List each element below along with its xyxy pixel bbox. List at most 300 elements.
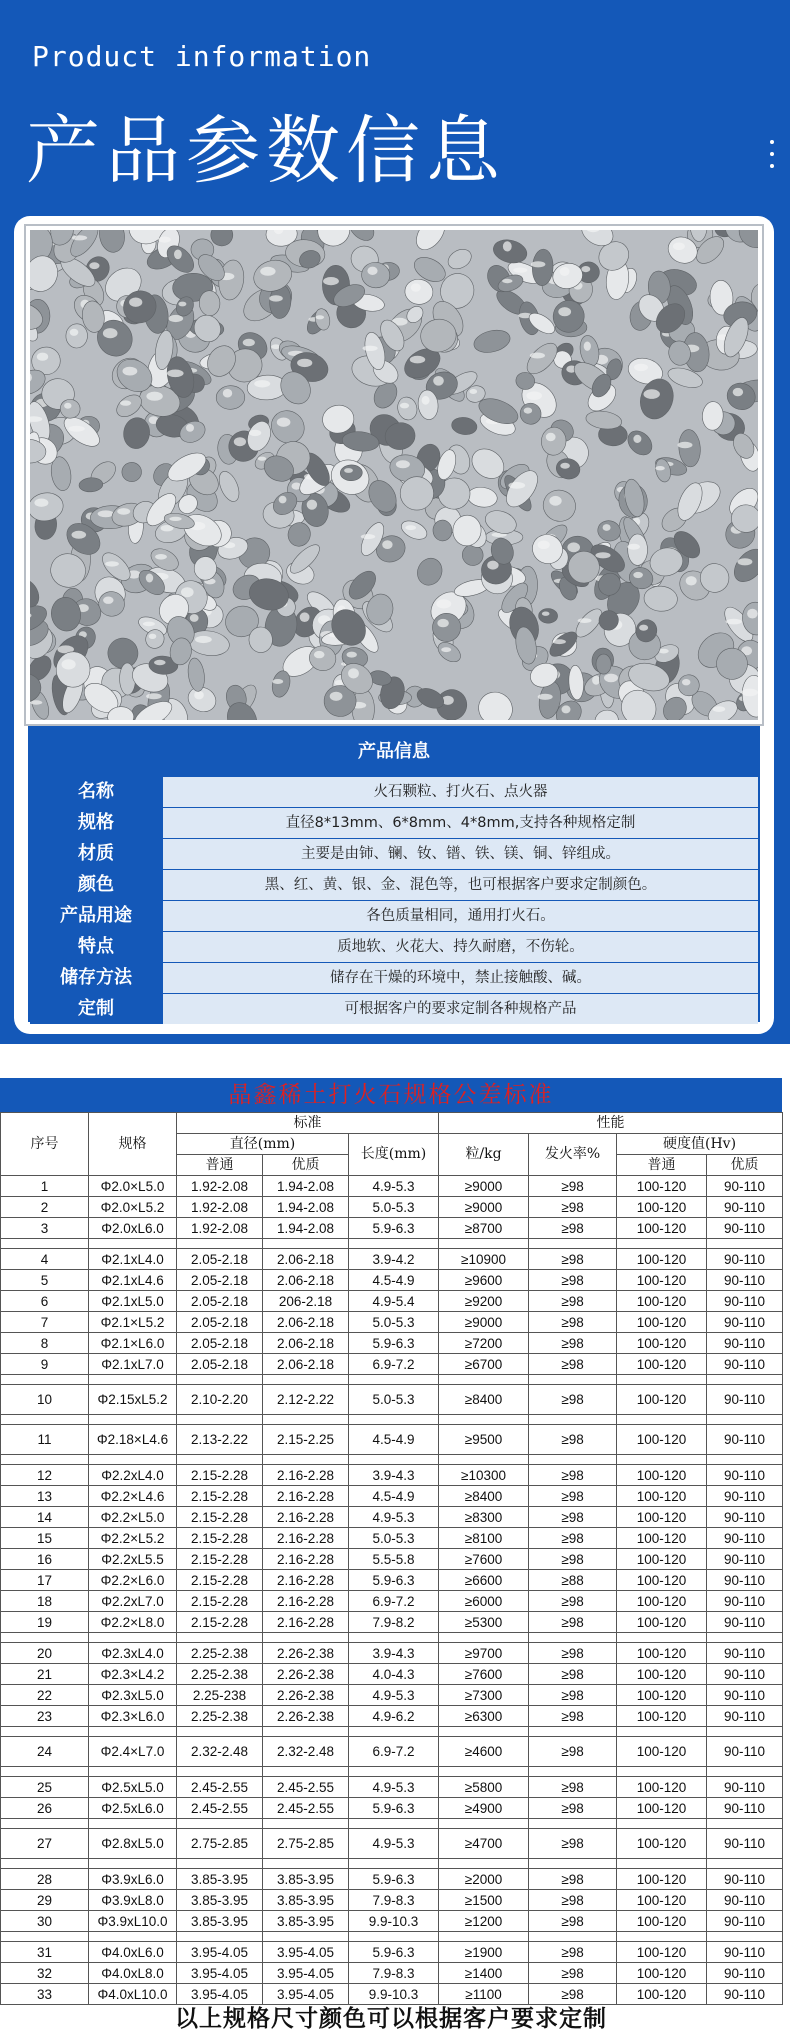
table-row <box>1 1737 783 1767</box>
table-cell: 15 <box>1 1528 89 1549</box>
vertical-dots-icon <box>768 140 776 176</box>
col-header-diameter-premium: 优质 <box>263 1155 349 1176</box>
table-cell: ≥10900 <box>439 1249 529 1270</box>
table-row <box>1 1911 783 1932</box>
table-cell: Φ2.2xL5.5 <box>89 1549 177 1570</box>
table-cell: 2.45-2.55 <box>177 1798 263 1819</box>
granule-highlight <box>678 442 693 448</box>
granule-highlight <box>103 328 118 338</box>
table-cell: 90-110 <box>707 1963 783 1984</box>
table-cell: 2.10-2.20 <box>177 1385 263 1415</box>
table-cell: ≥8400 <box>439 1385 529 1415</box>
table-cell: ≥7300 <box>439 1685 529 1706</box>
table-cell: ≥8100 <box>439 1528 529 1549</box>
granule-highlight <box>348 668 359 678</box>
table-cell: ≥2000 <box>439 1869 529 1890</box>
table-cell: 100-120 <box>617 1176 707 1197</box>
table-cell: 5.9-6.3 <box>349 1942 439 1963</box>
table-cell: 90-110 <box>707 1197 783 1218</box>
table-cell: 5.0-5.3 <box>349 1528 439 1549</box>
granule-highlight <box>154 660 166 665</box>
info-row-label: 材质 <box>30 839 162 869</box>
granule-highlight <box>578 618 592 623</box>
table-cell: 9 <box>1 1354 89 1375</box>
table-cell: Φ3.9xL10.0 <box>89 1911 177 1932</box>
granule-highlight <box>62 659 76 669</box>
table-cell: 4.9-5.3 <box>349 1507 439 1528</box>
table-cell: 9.9-10.3 <box>349 1911 439 1932</box>
table-cell: 100-120 <box>617 1591 707 1612</box>
table-cell: ≥98 <box>529 1685 617 1706</box>
col-header-diameter: 直径(mm) <box>177 1134 349 1155</box>
table-row <box>1 1507 783 1528</box>
granule-highlight <box>581 266 590 272</box>
table-cell: 2.05-2.18 <box>177 1354 263 1375</box>
granule-highlight <box>307 500 317 510</box>
table-cell: 90-110 <box>707 1385 783 1415</box>
table-cell: 100-120 <box>617 1664 707 1685</box>
table-cell: 2.15-2.28 <box>177 1486 263 1507</box>
granule-highlight <box>584 342 591 351</box>
table-cell: 28 <box>1 1869 89 1890</box>
table-cell: 6.9-7.2 <box>349 1591 439 1612</box>
table-row <box>1 1798 783 1819</box>
table-cell: ≥6600 <box>439 1570 529 1591</box>
granule-highlight <box>538 541 550 550</box>
table-cell: ≥8700 <box>439 1218 529 1239</box>
table-cell: 10 <box>1 1385 89 1415</box>
table-cell: 5.5-5.8 <box>349 1549 439 1570</box>
table-cell: 2.06-2.18 <box>263 1312 349 1333</box>
table-cell: 2.05-2.18 <box>177 1270 263 1291</box>
table-cell: Φ2.2×L4.6 <box>89 1486 177 1507</box>
info-row <box>30 807 758 838</box>
table-cell: 2.32-2.48 <box>263 1737 349 1767</box>
table-cell: 2.15-2.28 <box>177 1591 263 1612</box>
table-cell: ≥9500 <box>439 1425 529 1455</box>
table-cell: 3.95-4.05 <box>263 1963 349 1984</box>
granule-shape <box>400 477 433 510</box>
table-cell: Φ2.2×L5.2 <box>89 1528 177 1549</box>
table-cell: 2.45-2.55 <box>263 1777 349 1798</box>
table-cell: ≥10300 <box>439 1465 529 1486</box>
col-header-fire-rate: 发火率% <box>529 1134 617 1176</box>
table-cell: Φ2.2×L6.0 <box>89 1570 177 1591</box>
table-cell: 2.32-2.48 <box>177 1737 263 1767</box>
info-table-title: 产品信息 <box>30 728 758 776</box>
table-cell: 2.26-2.38 <box>263 1664 349 1685</box>
table-row <box>1 1176 783 1197</box>
granule-highlight <box>117 508 130 515</box>
spec-section <box>0 1074 790 2036</box>
granule-highlight <box>546 433 556 441</box>
table-row <box>1 1612 783 1633</box>
info-row-label: 名称 <box>30 777 162 807</box>
spec-table <box>0 1112 783 2005</box>
granule-highlight <box>558 307 571 316</box>
table-cell: ≥1400 <box>439 1963 529 1984</box>
table-cell: 2.25-2.38 <box>177 1643 263 1664</box>
table-cell: 2.75-2.85 <box>177 1829 263 1859</box>
granule-highlight <box>726 619 742 625</box>
table-cell: Φ2.15xL5.2 <box>89 1385 177 1415</box>
col-header-no: 序号 <box>1 1113 89 1176</box>
table-cell: ≥98 <box>529 1591 617 1612</box>
table-cell: 2.16-2.28 <box>263 1465 349 1486</box>
table-cell: Φ2.2×L5.0 <box>89 1507 177 1528</box>
table-cell: 3.85-3.95 <box>263 1911 349 1932</box>
table-cell: ≥98 <box>529 1218 617 1239</box>
table-cell: 3 <box>1 1218 89 1239</box>
table-cell: 90-110 <box>707 1570 783 1591</box>
granule-highlight <box>634 364 648 371</box>
table-cell: 5.9-6.3 <box>349 1218 439 1239</box>
table-cell: 2.15-2.28 <box>177 1528 263 1549</box>
table-cell: ≥98 <box>529 1942 617 1963</box>
granule-highlight <box>146 392 162 401</box>
table-row <box>1 1942 783 1963</box>
table-cell: 4.5-4.9 <box>349 1425 439 1455</box>
table-cell: 2.15-2.28 <box>177 1465 263 1486</box>
table-cell: 2.15-2.25 <box>263 1425 349 1455</box>
table-cell: 2.06-2.18 <box>263 1249 349 1270</box>
group-separator <box>1 1239 783 1249</box>
table-cell: 100-120 <box>617 1570 707 1591</box>
granule-highlight <box>279 496 287 504</box>
table-cell: 90-110 <box>707 1869 783 1890</box>
table-cell: 90-110 <box>707 1333 783 1354</box>
table-cell: ≥98 <box>529 1486 617 1507</box>
table-cell: 4.9-5.3 <box>349 1829 439 1859</box>
table-cell: 1 <box>1 1176 89 1197</box>
table-cell: 23 <box>1 1706 89 1727</box>
granule-highlight <box>89 262 99 269</box>
granule-highlight <box>269 295 283 301</box>
table-row <box>1 1425 783 1455</box>
table-cell: 4.9-5.3 <box>349 1685 439 1706</box>
granule-highlight <box>181 587 194 597</box>
table-row <box>1 1197 783 1218</box>
granule-highlight <box>186 424 194 432</box>
table-row <box>1 1249 783 1270</box>
granule-highlight <box>190 614 199 622</box>
info-row <box>30 869 758 900</box>
table-cell: 100-120 <box>617 1984 707 2005</box>
table-cell: ≥98 <box>529 1291 617 1312</box>
table-row <box>1 1706 783 1727</box>
granule-highlight <box>72 531 87 539</box>
table-cell: 2.16-2.28 <box>263 1507 349 1528</box>
table-cell: 1.94-2.08 <box>263 1176 349 1197</box>
table-cell: 100-120 <box>617 1312 707 1333</box>
table-cell: 90-110 <box>707 1798 783 1819</box>
table-cell: ≥98 <box>529 1664 617 1685</box>
table-row <box>1 1570 783 1591</box>
table-cell: ≥9600 <box>439 1270 529 1291</box>
info-row-value: 可根据客户的要求定制各种规格产品 <box>162 994 758 1024</box>
table-cell: 9.9-10.3 <box>349 1984 439 2005</box>
table-row <box>1 1291 783 1312</box>
table-cell: 2.12-2.22 <box>263 1385 349 1415</box>
table-cell: 2.06-2.18 <box>263 1270 349 1291</box>
granule-highlight <box>470 389 478 394</box>
table-cell: 100-120 <box>617 1354 707 1375</box>
granule-highlight <box>733 388 743 396</box>
table-cell: ≥7600 <box>439 1549 529 1570</box>
granule-highlight <box>146 693 162 699</box>
table-cell: 90-110 <box>707 1176 783 1197</box>
table-cell: Φ2.4×L7.0 <box>89 1737 177 1767</box>
table-cell: 2.05-2.18 <box>177 1312 263 1333</box>
info-row <box>30 993 758 1024</box>
table-cell: 20 <box>1 1643 89 1664</box>
table-cell: Φ3.9xL8.0 <box>89 1890 177 1911</box>
info-row-label: 颜色 <box>30 870 162 900</box>
table-cell: ≥98 <box>529 1829 617 1859</box>
table-cell: 100-120 <box>617 1643 707 1664</box>
table-cell: 90-110 <box>707 1591 783 1612</box>
table-cell: 3.85-3.95 <box>177 1890 263 1911</box>
table-cell: 100-120 <box>617 1890 707 1911</box>
table-cell: Φ2.1xL4.0 <box>89 1249 177 1270</box>
table-cell: 2.25-2.38 <box>177 1664 263 1685</box>
table-cell: 90-110 <box>707 1777 783 1798</box>
group-separator <box>1 1932 783 1942</box>
granule-highlight <box>234 437 246 446</box>
info-row-value: 黑、红、黄、银、金、混色等，也可根据客户要求定制颜色。 <box>162 870 758 900</box>
table-cell: 6.9-7.2 <box>349 1354 439 1375</box>
table-cell: 90-110 <box>707 1685 783 1706</box>
granule-highlight <box>129 298 142 307</box>
table-cell: ≥98 <box>529 1798 617 1819</box>
granule-highlight <box>603 524 611 531</box>
table-cell: 11 <box>1 1425 89 1455</box>
info-row-label: 规格 <box>30 808 162 838</box>
table-cell: 2.05-2.18 <box>177 1291 263 1312</box>
col-header-standard: 标准 <box>177 1113 439 1134</box>
table-cell: ≥98 <box>529 1249 617 1270</box>
table-cell: ≥6700 <box>439 1354 529 1375</box>
table-cell: 1.92-2.08 <box>177 1197 263 1218</box>
table-cell: 100-120 <box>617 1333 707 1354</box>
table-cell: 5.9-6.3 <box>349 1570 439 1591</box>
granule-highlight <box>223 389 232 398</box>
granule-highlight <box>560 463 570 469</box>
table-cell: 90-110 <box>707 1890 783 1911</box>
granule-highlight <box>123 367 138 376</box>
table-cell: Φ3.9xL6.0 <box>89 1869 177 1890</box>
table-row <box>1 1270 783 1291</box>
table-cell: Φ2.1xL5.0 <box>89 1291 177 1312</box>
table-cell: ≥9000 <box>439 1176 529 1197</box>
table-cell: 29 <box>1 1890 89 1911</box>
granule-highlight <box>659 649 669 654</box>
table-row <box>1 1486 783 1507</box>
table-cell: 1.94-2.08 <box>263 1218 349 1239</box>
table-cell: 27 <box>1 1829 89 1859</box>
table-cell: 2.16-2.28 <box>263 1528 349 1549</box>
table-cell: 19 <box>1 1612 89 1633</box>
granule-highlight <box>149 634 157 639</box>
table-cell: ≥98 <box>529 1528 617 1549</box>
table-cell: 90-110 <box>707 1737 783 1767</box>
granule-highlight <box>411 283 421 291</box>
granule-highlight <box>168 315 183 322</box>
table-cell: 90-110 <box>707 1486 783 1507</box>
table-cell: 100-120 <box>617 1829 707 1859</box>
granules-image <box>30 230 758 720</box>
table-cell: 3.85-3.95 <box>177 1869 263 1890</box>
table-cell: 100-120 <box>617 1798 707 1819</box>
info-row-label: 储存方法 <box>30 963 162 993</box>
table-cell: ≥5800 <box>439 1777 529 1798</box>
table-cell: 90-110 <box>707 1706 783 1727</box>
granule-highlight <box>103 597 113 604</box>
table-cell: 5.9-6.3 <box>349 1798 439 1819</box>
granule-highlight <box>644 389 660 399</box>
product-photo <box>30 230 758 720</box>
group-separator <box>1 1633 783 1643</box>
info-row-label: 定制 <box>30 994 162 1024</box>
table-cell: Φ2.2xL4.0 <box>89 1465 177 1486</box>
granule-highlight <box>98 510 114 517</box>
granule-highlight <box>361 534 375 539</box>
table-cell: 100-120 <box>617 1612 707 1633</box>
table-cell: ≥98 <box>529 1984 617 2005</box>
granule-highlight <box>400 403 409 409</box>
table-row <box>1 1963 783 1984</box>
table-cell: ≥98 <box>529 1385 617 1415</box>
granule-highlight <box>502 279 512 283</box>
table-row <box>1 1890 783 1911</box>
granule-highlight <box>34 499 48 507</box>
table-cell: ≥1900 <box>439 1942 529 1963</box>
table-cell: 3.95-4.05 <box>263 1984 349 2005</box>
granule-highlight <box>72 235 87 240</box>
table-cell: Φ2.8xL5.0 <box>89 1829 177 1859</box>
table-cell: 90-110 <box>707 1911 783 1932</box>
table-cell: 90-110 <box>707 1612 783 1633</box>
table-cell: 2.16-2.28 <box>263 1486 349 1507</box>
granule-highlight <box>592 676 600 685</box>
table-cell: 2.05-2.18 <box>177 1249 263 1270</box>
granule-highlight <box>673 243 685 251</box>
table-cell: ≥6000 <box>439 1591 529 1612</box>
table-cell: ≥98 <box>529 1963 617 1984</box>
table-cell: 8 <box>1 1333 89 1354</box>
group-separator <box>1 1819 783 1829</box>
info-row-value: 储存在干燥的环境中，禁止接触酸、碱。 <box>162 963 758 993</box>
table-cell: 4.5-4.9 <box>349 1270 439 1291</box>
table-row <box>1 1685 783 1706</box>
table-cell: ≥9200 <box>439 1291 529 1312</box>
table-cell: 3.85-3.95 <box>263 1890 349 1911</box>
table-cell: 5.9-6.3 <box>349 1333 439 1354</box>
table-cell: 90-110 <box>707 1942 783 1963</box>
granule-highlight <box>195 636 212 643</box>
table-cell: 4.9-6.2 <box>349 1706 439 1727</box>
table-cell: 33 <box>1 1984 89 2005</box>
table-cell: 90-110 <box>707 1249 783 1270</box>
table-cell: 100-120 <box>617 1507 707 1528</box>
table-cell: 4.9-5.3 <box>349 1176 439 1197</box>
table-cell: ≥88 <box>529 1570 617 1591</box>
granule-highlight <box>633 435 641 443</box>
table-cell: Φ2.1×L5.2 <box>89 1312 177 1333</box>
table-cell: 90-110 <box>707 1312 783 1333</box>
table-row <box>1 1218 783 1239</box>
granule-shape <box>596 654 611 674</box>
table-cell: 90-110 <box>707 1643 783 1664</box>
group-separator <box>1 1455 783 1465</box>
table-cell: Φ2.3×L4.2 <box>89 1664 177 1685</box>
table-cell: 22 <box>1 1685 89 1706</box>
granule-highlight <box>436 599 451 608</box>
granule-highlight <box>549 496 561 506</box>
table-row <box>1 1528 783 1549</box>
table-cell: 2.15-2.28 <box>177 1549 263 1570</box>
granule-highlight <box>747 609 758 619</box>
table-cell: 90-110 <box>707 1829 783 1859</box>
granule-highlight <box>655 466 664 470</box>
table-cell: Φ2.3×L6.0 <box>89 1706 177 1727</box>
table-cell: 100-120 <box>617 1777 707 1798</box>
granule-highlight <box>524 408 532 414</box>
table-cell: 25 <box>1 1777 89 1798</box>
granule-highlight <box>410 356 425 364</box>
table-cell: Φ2.1×L6.0 <box>89 1333 177 1354</box>
table-cell: ≥1500 <box>439 1890 529 1911</box>
granule-highlight <box>741 689 758 697</box>
granule-highlight <box>633 572 643 578</box>
table-cell: 2.25-238 <box>177 1685 263 1706</box>
table-cell: 32 <box>1 1963 89 1984</box>
table-cell: Φ2.1xL4.6 <box>89 1270 177 1291</box>
table-row <box>1 1385 783 1415</box>
table-cell: ≥98 <box>529 1354 617 1375</box>
granule-highlight <box>382 540 392 549</box>
spec-table-title: 晶鑫稀土打火石规格公差标准 <box>0 1078 782 1112</box>
table-cell: 100-120 <box>617 1963 707 1984</box>
granule-highlight <box>70 329 79 336</box>
table-cell: 100-120 <box>617 1942 707 1963</box>
table-cell: 100-120 <box>617 1291 707 1312</box>
table-cell: ≥1200 <box>439 1911 529 1932</box>
group-separator <box>1 1415 783 1425</box>
granule-highlight <box>277 418 291 427</box>
table-cell: 2.05-2.18 <box>177 1333 263 1354</box>
granule-shape <box>628 534 648 565</box>
product-info-table <box>28 726 760 1022</box>
table-cell: 3.9-4.3 <box>349 1465 439 1486</box>
group-separator <box>1 1767 783 1777</box>
table-cell: 3.9-4.2 <box>349 1249 439 1270</box>
table-cell: 2.16-2.28 <box>263 1549 349 1570</box>
table-cell: 21 <box>1 1664 89 1685</box>
table-cell: 2.06-2.18 <box>263 1354 349 1375</box>
table-cell: Φ2.18×L4.6 <box>89 1425 177 1455</box>
table-cell: ≥7200 <box>439 1333 529 1354</box>
info-row <box>30 838 758 869</box>
table-cell: 30 <box>1 1911 89 1932</box>
table-row <box>1 1312 783 1333</box>
granule-highlight <box>143 622 155 627</box>
table-cell: 14 <box>1 1507 89 1528</box>
info-row <box>30 931 758 962</box>
table-row <box>1 1829 783 1859</box>
table-cell: ≥1100 <box>439 1984 529 2005</box>
col-header-diameter-normal: 普通 <box>177 1155 263 1176</box>
